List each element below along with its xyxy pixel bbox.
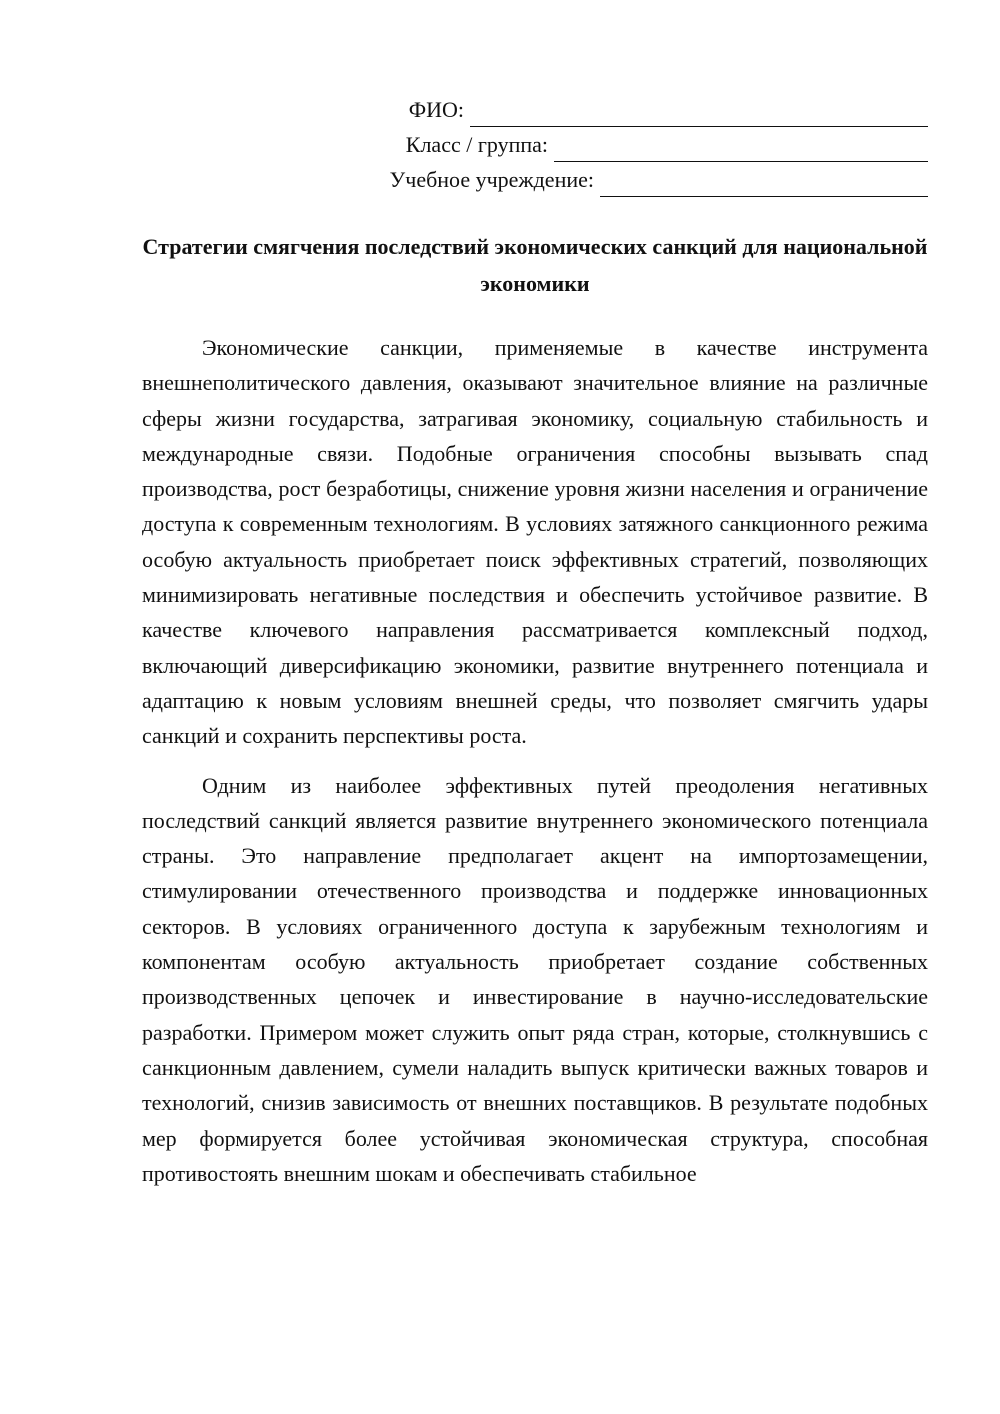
paragraph-1: Экономические санкции, применяемые в качестве инструмента внешнеполитического давления, оказывают значительное влияние на различные сферы жизни государства, затрагивая экономику, социальную стабильность и международные связи. Подобные ограничения способны вызывать спад производства, рост безработицы, снижение уровня жизни населения и ограничение доступа к современным технологиям. В условиях затяжного санкционного режима особую актуальность приобретает поиск эффективных стратегий, позволяющих минимизировать негативные последствия и обеспечить устойчивое развитие. В качестве ключевого направления рассматривается комплексный подход, включающий диверсификацию экономики, развитие внутреннего потенциала и адаптацию к новым условиям внешней среды, что позволяет смягчить удары санкций и сохранить перспективы роста. — [142, 335, 928, 749]
institution-label: Учебное учреждение: — [389, 167, 594, 192]
institution-line — [328, 162, 928, 197]
class-label: Класс / группа: — [405, 132, 548, 157]
fio-blank-field — [470, 102, 928, 127]
paragraph-2: Одним из наиболее эффективных путей преодоления негативных последствий санкций является развитие внутреннего экономического потенциала страны. Это направление предполагает акцент на импортозамещении, стимулировании отечественного производства и поддержке инновационных секторов. В условиях ограниченного доступа к зарубежным технологиям и компонентам особую актуальность приобретает создание собственных производственных цепочек и инвестирование в научно-исследовательские разработки. Примером может служить опыт ряда стран, которые, столкнувшись с санкционным давлением, сумели наладить выпуск критически важных товаров и технологий, снизив зависимость от внешних поставщиков. В результате подобных мер формируется более устойчивая экономическая структура, способная противостоять внешним шокам и обеспечивать стабильное — [142, 772, 928, 1186]
class-line — [328, 127, 928, 162]
document-title: Стратегии смягчения последствий экономических санкций для национальной экономики — [142, 234, 928, 296]
document-body — [142, 330, 928, 1205]
fio-label: ФИО: — [408, 97, 464, 122]
fio-line — [328, 92, 928, 127]
student-info-header — [328, 92, 928, 197]
class-blank-field — [554, 137, 928, 162]
institution-blank-field — [600, 172, 928, 197]
